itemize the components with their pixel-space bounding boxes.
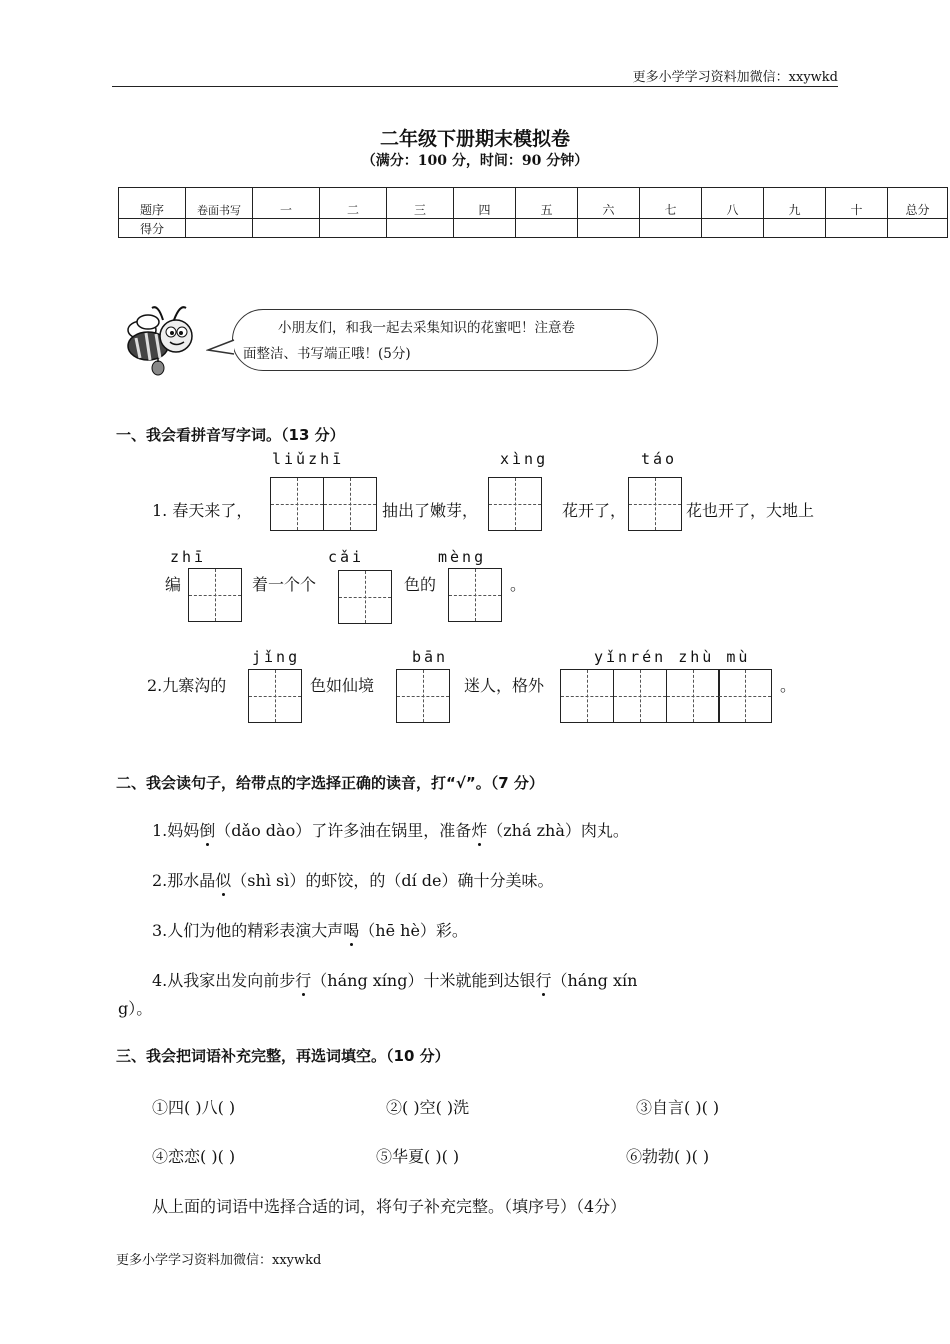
- writing-grid-meng[interactable]: [448, 568, 502, 622]
- q1-text-6: 着一个个: [252, 575, 317, 594]
- score-header-cell: 七: [640, 188, 702, 219]
- q1-text-8: 。: [510, 575, 527, 594]
- score-header-cell: 五: [516, 188, 578, 219]
- q2-text-4: 。: [780, 676, 797, 695]
- score-header-cell: 二: [320, 188, 387, 219]
- section-2-heading: 二、我会读句子，给带点的字选择正确的读音，打“√”。（7 分）: [116, 774, 544, 792]
- idiom-1: ①四( )八( ): [152, 1098, 236, 1117]
- page-subtitle: （满分：100 分，时间：90 分钟）: [361, 153, 589, 169]
- score-header-cell: 三: [387, 188, 454, 219]
- q1-text-2: 抽出了嫩芽，: [382, 501, 479, 520]
- score-cell: [186, 219, 253, 238]
- score-header-cell: 十: [826, 188, 888, 219]
- writing-grid-jing[interactable]: [248, 669, 302, 723]
- writing-grid-ban[interactable]: [396, 669, 450, 723]
- score-cell: [387, 219, 454, 238]
- score-cell: [702, 219, 764, 238]
- q1-text-3: 花开了，: [562, 501, 627, 520]
- bubble-tail: [206, 338, 236, 358]
- writing-grid-tao[interactable]: [628, 477, 682, 531]
- s3-instruction: 从上面的词语中选择合适的词，将句子补充完整。（填序号）（4分）: [152, 1197, 627, 1216]
- s2-line-2: 2.那水晶似（shì sì）的虾饺，的（dí de）确十分美味。: [152, 871, 554, 890]
- bubble-line-2: 面整洁、书写端正哦！(5分): [243, 346, 411, 362]
- idiom-4: ④恋恋( )( ): [152, 1147, 236, 1166]
- s2-line-4-cont: g）。: [118, 999, 153, 1018]
- writing-grid-xing[interactable]: [488, 477, 542, 531]
- score-header-cell: 卷面书写: [186, 188, 253, 219]
- writing-grid-liuzhi[interactable]: [270, 477, 377, 531]
- q1-text-1: 1. 春天来了，: [152, 501, 253, 520]
- pinyin-yinren: yǐnrén zhù mù: [594, 648, 751, 666]
- q2-text-3: 迷人，格外: [464, 676, 545, 695]
- score-cell: [764, 219, 826, 238]
- score-cell: [888, 219, 948, 238]
- score-header-cell: 八: [702, 188, 764, 219]
- pinyin-ban: bān: [412, 648, 449, 666]
- s2-line-3: 3.人们为他的精彩表演大声喝（hē hè）彩。: [152, 921, 468, 940]
- score-header-cell: 四: [454, 188, 516, 219]
- score-cell: [826, 219, 888, 238]
- score-cell: [516, 219, 578, 238]
- idiom-2: ②( )空( )洗: [386, 1098, 470, 1117]
- writing-grid-zhi[interactable]: [188, 568, 242, 622]
- pinyin-meng: mèng: [438, 548, 487, 566]
- page-title: 二年级下册期末模拟卷: [379, 128, 570, 150]
- score-cell: [253, 219, 320, 238]
- q1-text-5: 编: [165, 575, 182, 594]
- score-header-cell: 九: [764, 188, 826, 219]
- pinyin-liuzhi: liǔzhī: [272, 450, 345, 468]
- s2-line-4: 4.从我家出发向前步行（háng xíng）十米就能到达银行（háng xín: [152, 971, 638, 990]
- writing-grid-yinren[interactable]: [560, 669, 772, 723]
- q1-text-4: 花也开了，大地上: [686, 501, 815, 520]
- bubble-line-1: 小朋友们，和我一起去采集知识的花蜜吧！注意卷: [278, 320, 575, 336]
- score-cell: [320, 219, 387, 238]
- idiom-6: ⑥勃勃( )( ): [626, 1147, 710, 1166]
- pinyin-cai: cǎi: [328, 548, 365, 566]
- header-divider: [112, 86, 838, 87]
- score-cell: [454, 219, 516, 238]
- pinyin-jing: jǐng: [252, 648, 301, 666]
- score-row-label: 得分: [119, 219, 186, 238]
- score-header-cell: 总分: [888, 188, 948, 219]
- footer-note: 更多小学学习资料加微信：xxywkd: [116, 1253, 322, 1268]
- pinyin-xing: xìng: [500, 450, 549, 468]
- bee-icon: [118, 300, 200, 382]
- section-1-heading: 一、我会看拼音写字词。（13 分）: [116, 426, 345, 444]
- score-header-cell: 题序: [119, 188, 186, 219]
- score-cell: [578, 219, 640, 238]
- s2-line-1: 1.妈妈倒（dǎo dào）了许多油在锅里，准备炸（zhá zhà）肉丸。: [152, 821, 629, 840]
- score-table: [118, 187, 948, 238]
- score-header-cell: 一: [253, 188, 320, 219]
- q2-text-1: 2.九寨沟的: [147, 676, 227, 695]
- section-3-heading: 三、我会把词语补充完整，再选词填空。（10 分）: [116, 1047, 450, 1065]
- writing-grid-cai[interactable]: [338, 570, 392, 624]
- pinyin-tao: táo: [641, 450, 678, 468]
- q1-text-7: 色的: [404, 575, 437, 594]
- idiom-3: ③自言( )( ): [636, 1098, 720, 1117]
- score-header-cell: 六: [578, 188, 640, 219]
- q2-text-2: 色如仙境: [310, 676, 375, 695]
- header-note: 更多小学学习资料加微信：xxywkd: [632, 70, 838, 85]
- idiom-5: ⑤华夏( )( ): [376, 1147, 460, 1166]
- pinyin-zhi: zhī: [170, 548, 207, 566]
- score-cell: [640, 219, 702, 238]
